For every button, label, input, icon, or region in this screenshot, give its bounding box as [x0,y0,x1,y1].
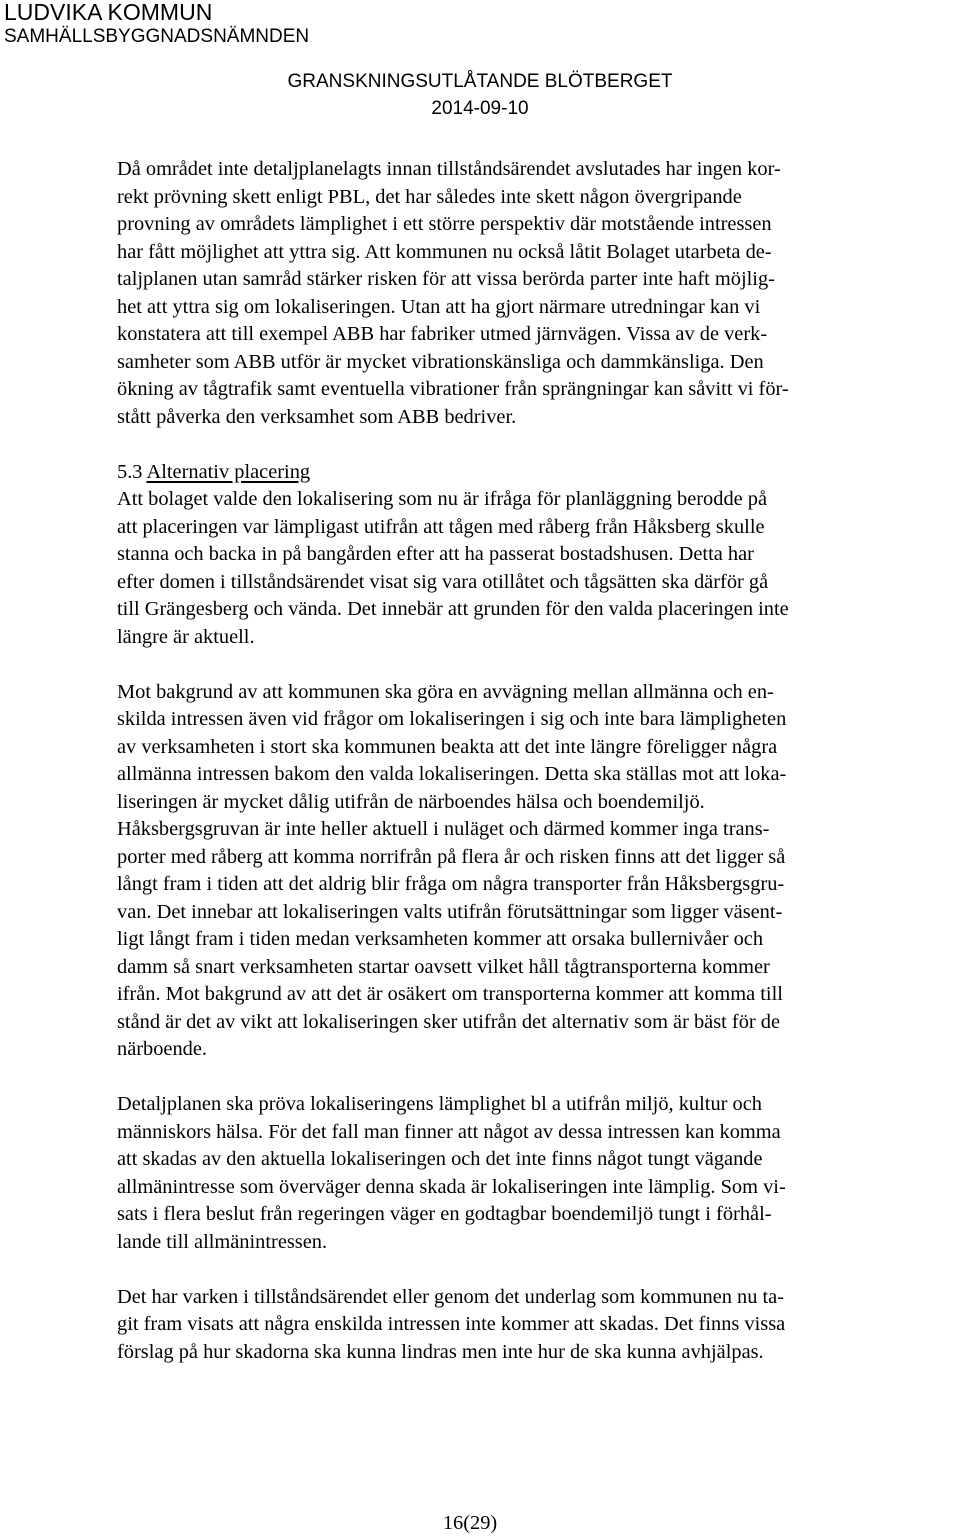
text-line: samheter som ABB utför är mycket vibrationskänsliga och dammkänsliga. Den [117,350,764,373]
text-line: ökning av tågtrafik samt eventuella vibrationer från sprängningar kan såvitt vi för- [117,378,789,400]
text-line: Det har varken i tillståndsärendet eller genom det underlag som kommunen nu ta- [117,1285,785,1308]
text-line: långt fram i tiden att det aldrig blir fråga om några transporter från Håksbergsgru- [117,873,785,895]
org-name: LUDVIKA KOMMUN [4,0,213,25]
text-line: konstatera att till exempel ABB har fabriker utmed järnvägen. Vissa av de verk- [117,323,768,345]
paragraph [117,1284,912,1367]
text-line: porter med råberg att komma norrifrån på flera år och risken finns att det ligger så [117,845,786,868]
text-line: damm så snart verksamheten startar oavsett vilket håll tågtransporterna kommer [117,955,770,978]
paragraph [117,679,912,1064]
board-name: SAMHÄLLSBYGGNADSNÄMNDEN [4,26,310,47]
text-line: ifrån. Mot bakgrund av att det är osäkert om transporterna kommer att komma till [117,983,783,1005]
text-line: Att bolaget valde den lokalisering som nu är ifråga för planläggning berodde på [117,488,768,510]
text-line: stått påverka den verksamhet som ABB bedriver. [117,405,517,428]
text-line: stånd är det av vikt att lokaliseringen sker utifrån det alternativ som är bäst för de [117,1010,781,1033]
text-line: skilda intressen även vid frågor om lokaliseringen i sig och inte bara lämpligheten [117,708,787,730]
text-line: sats i flera beslut från regeringen väger en godtagbar boendemiljö tungt i förhål- [117,1203,772,1225]
section-title: Alternativ placering [146,460,311,483]
document-date: 2014-09-10 [431,98,529,119]
text-line: att skadas av den aktuella lokaliseringen och det inte finns något tungt vägande [117,1148,763,1170]
text-line: Håksbergsgruvan är inte heller aktuell i nuläget och därmed kommer inga trans- [117,818,770,840]
text-line: van. Det innebar att lokaliseringen valts utifrån förutsättningar som ligger väsent- [117,900,783,923]
text-line: stanna och backa in på bangården efter att ha passerat bostadshusen. Detta har [117,543,754,565]
page-number: 16(29) [442,1512,498,1534]
text-line: Då området inte detaljplanelagts innan tillståndsärendet avslutades har ingen kor- [117,158,781,180]
section-number: 5.3 [117,460,143,483]
text-line: Detaljplanen ska pröva lokaliseringens lämplighet bl a utifrån miljö, kultur och [117,1093,762,1115]
text-line: taljplanen utan samråd stärker risken för att vissa berörda parter inte haft möjlig- [117,268,775,290]
text-line: lande till allmänintressen. [117,1230,328,1253]
text-line: till Grängesberg och vända. Det innebär att grunden för den valda placeringen inte [117,598,789,620]
body-text [117,156,912,1366]
text-line: provning av områdets lämplighet i ett större perspektiv där motstående intressen [117,213,772,235]
text-line: rekt prövning skett enligt PBL, det har således inte skett någon övergripande [117,185,742,208]
text-line: närboende. [117,1038,208,1060]
text-line: allmänna intressen bakom den valda lokaliseringen. Detta ska ställas mot att loka- [117,763,787,785]
text-line: människors hälsa. För det fall man finner att något av dessa intressen kan komma [117,1120,781,1143]
text-line: förslag på hur skadorna ska kunna lindras men inte hur de ska kunna avhjälpas. [117,1340,764,1363]
paragraph [117,156,912,431]
text-line: Mot bakgrund av att kommunen ska göra en avvägning mellan allmänna och en- [117,680,774,703]
text-line: liseringen är mycket dålig utifrån de närboendes hälsa och boendemiljö. [117,790,705,813]
document-title: GRANSKNINGSUTLÅTANDE BLÖTBERGET [287,71,673,92]
text-line: av verksamheten i stort ska kommunen beakta att det inte längre föreligger några [117,735,778,758]
text-line: att placeringen var lämpligast utifrån att tågen med råberg från Håksberg skulle [117,515,765,538]
text-line: längre är aktuell. [117,625,255,648]
text-line: het att yttra sig om lokaliseringen. Utan att ha gjort närmare utredningar kan vi [117,295,761,318]
text-line: git fram visats att några enskilda intressen inte kommer att skadas. Det finns vissa [117,1313,786,1335]
text-line: efter domen i tillståndsärendet visat sig vara otillåtet och tågsätten ska därför gå [117,570,769,593]
paragraph [117,486,912,651]
text-line: ligt långt fram i tiden medan verksamheten kommer att orsaka bullernivåer och [117,928,764,950]
section-heading [117,459,912,487]
text-line: har fått möjlighet att yttra sig. Att kommunen nu också låtit Bolaget utarbeta de- [117,240,772,263]
text-line: allmänintresse som överväger denna skada är lokaliseringen inte lämplig. Som vi- [117,1175,786,1198]
paragraph [117,1091,912,1256]
